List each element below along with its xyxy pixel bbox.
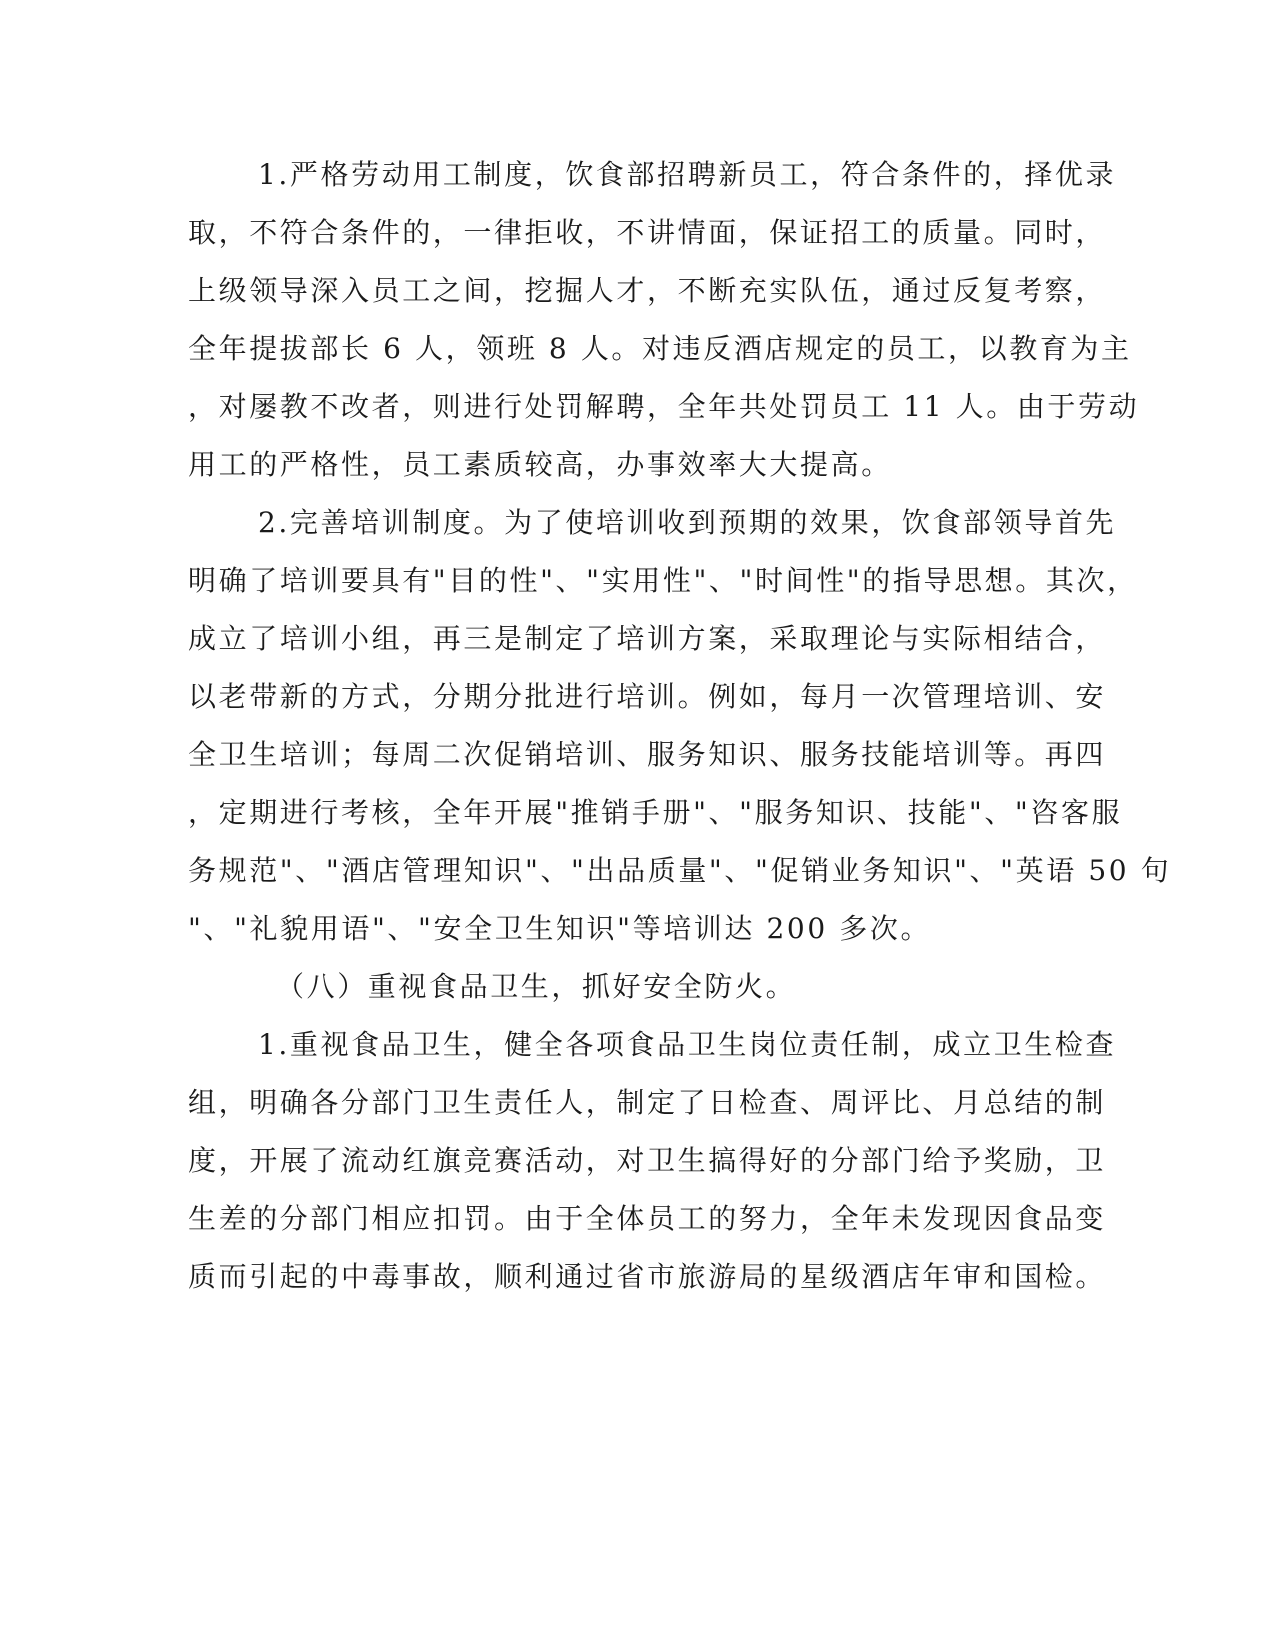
paragraph-line: 明确了培训要具有"目的性"、"实用性"、"时间性"的指导思想。其次， [188,564,1138,597]
paragraph-line: 全年提拔部长 6 人，领班 8 人。对违反酒店规定的员工，以教育为主 [188,332,1132,365]
section-heading: （八）重视食品卫生，抓好安全防火。 [276,970,797,1003]
paragraph-line: 1.严格劳动用工制度，饮食部招聘新员工，符合条件的，择优录 [258,158,1117,191]
paragraph-line: 务规范"、"酒店管理知识"、"出品质量"、"促销业务知识"、"英语 50 句 [188,854,1172,887]
paragraph-line: 2.完善培训制度。为了使培训收到预期的效果，饮食部领导首先 [258,506,1117,539]
paragraph-line: 质而引起的中毒事故，顺利通过省市旅游局的星级酒店年审和国检。 [188,1260,1107,1293]
paragraph-line: ，对屡教不改者，则进行处罚解聘，全年共处罚员工 11 人。由于劳动 [188,390,1140,423]
paragraph-line: "、"礼貌用语"、"安全卫生知识"等培训达 200 多次。 [188,912,932,945]
paragraph-line: 全卫生培训；每周二次促销培训、服务知识、服务技能培训等。再四 [188,738,1107,771]
paragraph-line: 用工的严格性，员工素质较高，办事效率大大提高。 [188,448,892,481]
paragraph-line: 成立了培训小组，再三是制定了培训方案，采取理论与实际相结合， [188,622,1107,655]
paragraph-line: 度，开展了流动红旗竞赛活动，对卫生搞得好的分部门给予奖励，卫 [188,1144,1107,1177]
paragraph-line: 1.重视食品卫生，健全各项食品卫生岗位责任制，成立卫生检查 [258,1028,1117,1061]
paragraph-line: ，定期进行考核，全年开展"推销手册"、"服务知识、技能"、"咨客服 [188,796,1123,829]
paragraph-line: 取，不符合条件的，一律拒收，不讲情面，保证招工的质量。同时， [188,216,1107,249]
paragraph-line: 生差的分部门相应扣罚。由于全体员工的努力，全年未发现因食品变 [188,1202,1107,1235]
paragraph-line: 组，明确各分部门卫生责任人，制定了日检查、周评比、月总结的制 [188,1086,1107,1119]
paragraph-line: 以老带新的方式，分期分批进行培训。例如，每月一次管理培训、安 [188,680,1107,713]
paragraph-line: 上级领导深入员工之间，挖掘人才，不断充实队伍，通过反复考察， [188,274,1107,307]
